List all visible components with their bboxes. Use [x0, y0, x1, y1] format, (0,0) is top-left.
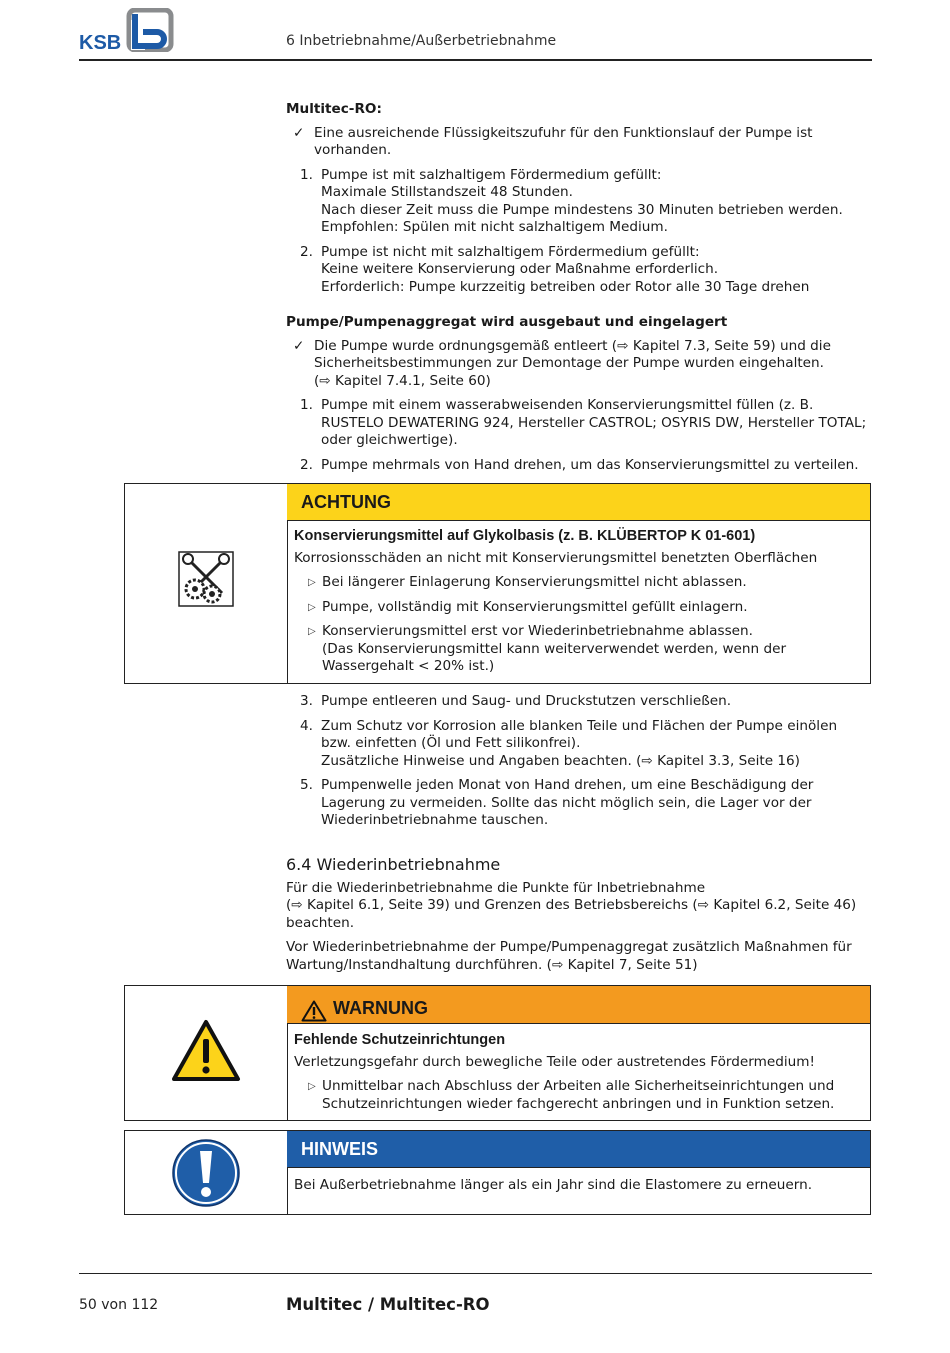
- paragraph: Für die Wiederinbetriebnahme die Punkte für Inbetriebnahme (⇨ Kapitel 6.1, Seite 39) und Grenzen des Betriebsbereichs (⇨ Kapitel 6.2, Seite 46) beachten.: [286, 879, 857, 931]
- list-item: ▷ Pumpe, vollständig mit Konservierungsmittel gefüllt einlagern.: [308, 598, 748, 615]
- check-icon: ✓: [293, 337, 305, 354]
- precondition-item: ✓ Die Pumpe wurde ordnungsgemäß entleert (⇨ Kapitel 7.3, Seite 59) und die Sicherheitsbestimmungen zur Demontage der Pumpe wurden eingehalten. (⇨ Kapitel 7.4.1, Seite 60): [293, 337, 831, 389]
- achtung-label: ACHTUNG: [287, 484, 870, 521]
- product-name: Multitec / Multitec-RO: [286, 1295, 490, 1314]
- triangle-bullet-icon: ▷: [308, 577, 316, 588]
- section-heading: 6.4 Wiederinbetriebnahme: [286, 855, 501, 874]
- exclamation-circle-icon: [171, 1138, 241, 1208]
- multitec-ro-heading: Multitec-RO:: [286, 101, 382, 117]
- achtung-text: Korrosionsschäden an nicht mit Konservierungsmittel benetzten Oberflächen: [294, 549, 818, 566]
- footer-rule: [79, 1273, 872, 1274]
- triangle-bullet-icon: ▷: [308, 626, 316, 637]
- triangle-bullet-icon: ▷: [308, 1081, 316, 1092]
- page-number: 50 von 112: [79, 1297, 159, 1313]
- list-item: ▷ Bei längerer Einlagerung Konservierungsmittel nicht ablassen.: [308, 574, 747, 590]
- step-item: 2. Pumpe ist nicht mit salzhaltigem Fördermedium gefüllt: Keine weitere Konservierung oder Maßnahme erforderlich. Erforderlich: Pumpe kurzzeitig betreiben oder Rotor alle 30 Tage drehen: [300, 243, 810, 295]
- list-item: ▷ Konservierungsmittel erst vor Wiederinbetriebnahme ablassen. (Das Konservierungsmittel kann weiterverwendet werden, wenn der Wassergehalt < 20% ist.): [308, 623, 787, 674]
- hinweis-label: HINWEIS: [287, 1131, 870, 1168]
- triangle-bullet-icon: ▷: [308, 601, 316, 613]
- warnung-notice: [124, 985, 871, 1121]
- warnung-label: WARNUNG: [333, 998, 428, 1018]
- step-item: 3. Pumpe entleeren und Saug- und Druckstutzen verschließen.: [300, 693, 732, 709]
- wrench-gears-icon: [178, 551, 234, 607]
- step-item: 1. Pumpe ist mit salzhaltigem Fördermedium gefüllt: Maximale Stillstandszeit 48 Stunden. Nach dieser Zeit muss die Pumpe mindestens 30 Minuten betrieben werden. Empfohlen: Spülen mit nicht salzhaltigem Medium.: [300, 166, 843, 235]
- list-item: ▷ Unmittelbar nach Abschluss der Arbeiten alle Sicherheitseinrichtungen und Schutzeinrichtungen wieder fachgerecht anbringen und in Funktion setzen.: [308, 1078, 835, 1112]
- storage-steps-continued: [286, 693, 876, 830]
- multitec-ro-section: [286, 101, 876, 296]
- warnung-text: Verletzungsgefahr durch bewegliche Teile oder austretendes Fördermedium!: [294, 1053, 815, 1070]
- check-icon: ✓: [293, 124, 305, 141]
- step-item: 5. Pumpenwelle jeden Monat von Hand drehen, um eine Beschädigung der Lagerung zu vermeiden. Sollte das nicht möglich sein, die Lager vor der Wiederinbetriebnahme tauschen.: [300, 777, 814, 828]
- step-item: 1. Pumpe mit einem wasserabweisenden Konservierungsmittel füllen (z. B. RUSTELO DEWATERING 924, Hersteller CASTROL; OSYRIS DW, Hersteller TOTAL; oder gleichwertige).: [300, 397, 867, 448]
- section-6-4: [286, 856, 876, 974]
- step-item: 4. Zum Schutz vor Korrosion alle blanken Teile und Flächen der Pumpe einölen bzw. einfetten (Öl und Fett silikonfrei). Zusätzliche Hinweise und Angaben beachten. (⇨ Kapitel 3.3, Seite 16): [300, 717, 838, 769]
- storage-section: [286, 314, 876, 474]
- warnung-title: Fehlende Schutzeinrichtungen: [294, 1032, 506, 1048]
- precondition-item: ✓ Eine ausreichende Flüssigkeitszufuhr für den Funktionslauf der Pumpe ist vorhanden.: [293, 124, 813, 158]
- ksb-logo: [79, 8, 179, 52]
- warning-triangle-icon: [171, 1019, 241, 1083]
- storage-heading: Pumpe/Pumpenaggregat wird ausgebaut und eingelagert: [286, 314, 728, 330]
- hinweis-text: Bei Außerbetriebnahme länger als ein Jahr sind die Elastomere zu erneuern.: [294, 1177, 813, 1193]
- header-rule: [79, 59, 872, 61]
- paragraph: Vor Wiederinbetriebnahme der Pumpe/Pumpenaggregat zusätzlich Maßnahmen für Wartung/Instandhaltung durchführen. (⇨ Kapitel 7, Seite 51): [286, 939, 852, 973]
- logo-text: KSB: [79, 32, 122, 52]
- chapter-title: 6 Inbetriebnahme/Außerbetriebnahme: [286, 33, 557, 49]
- achtung-notice: [124, 483, 871, 684]
- hinweis-notice: [124, 1130, 871, 1215]
- step-item: 2. Pumpe mehrmals von Hand drehen, um das Konservierungsmittel zu verteilen.: [300, 456, 859, 473]
- achtung-title: Konservierungsmittel auf Glykolbasis (z. B. KLÜBERTOP K 01-601): [294, 528, 756, 544]
